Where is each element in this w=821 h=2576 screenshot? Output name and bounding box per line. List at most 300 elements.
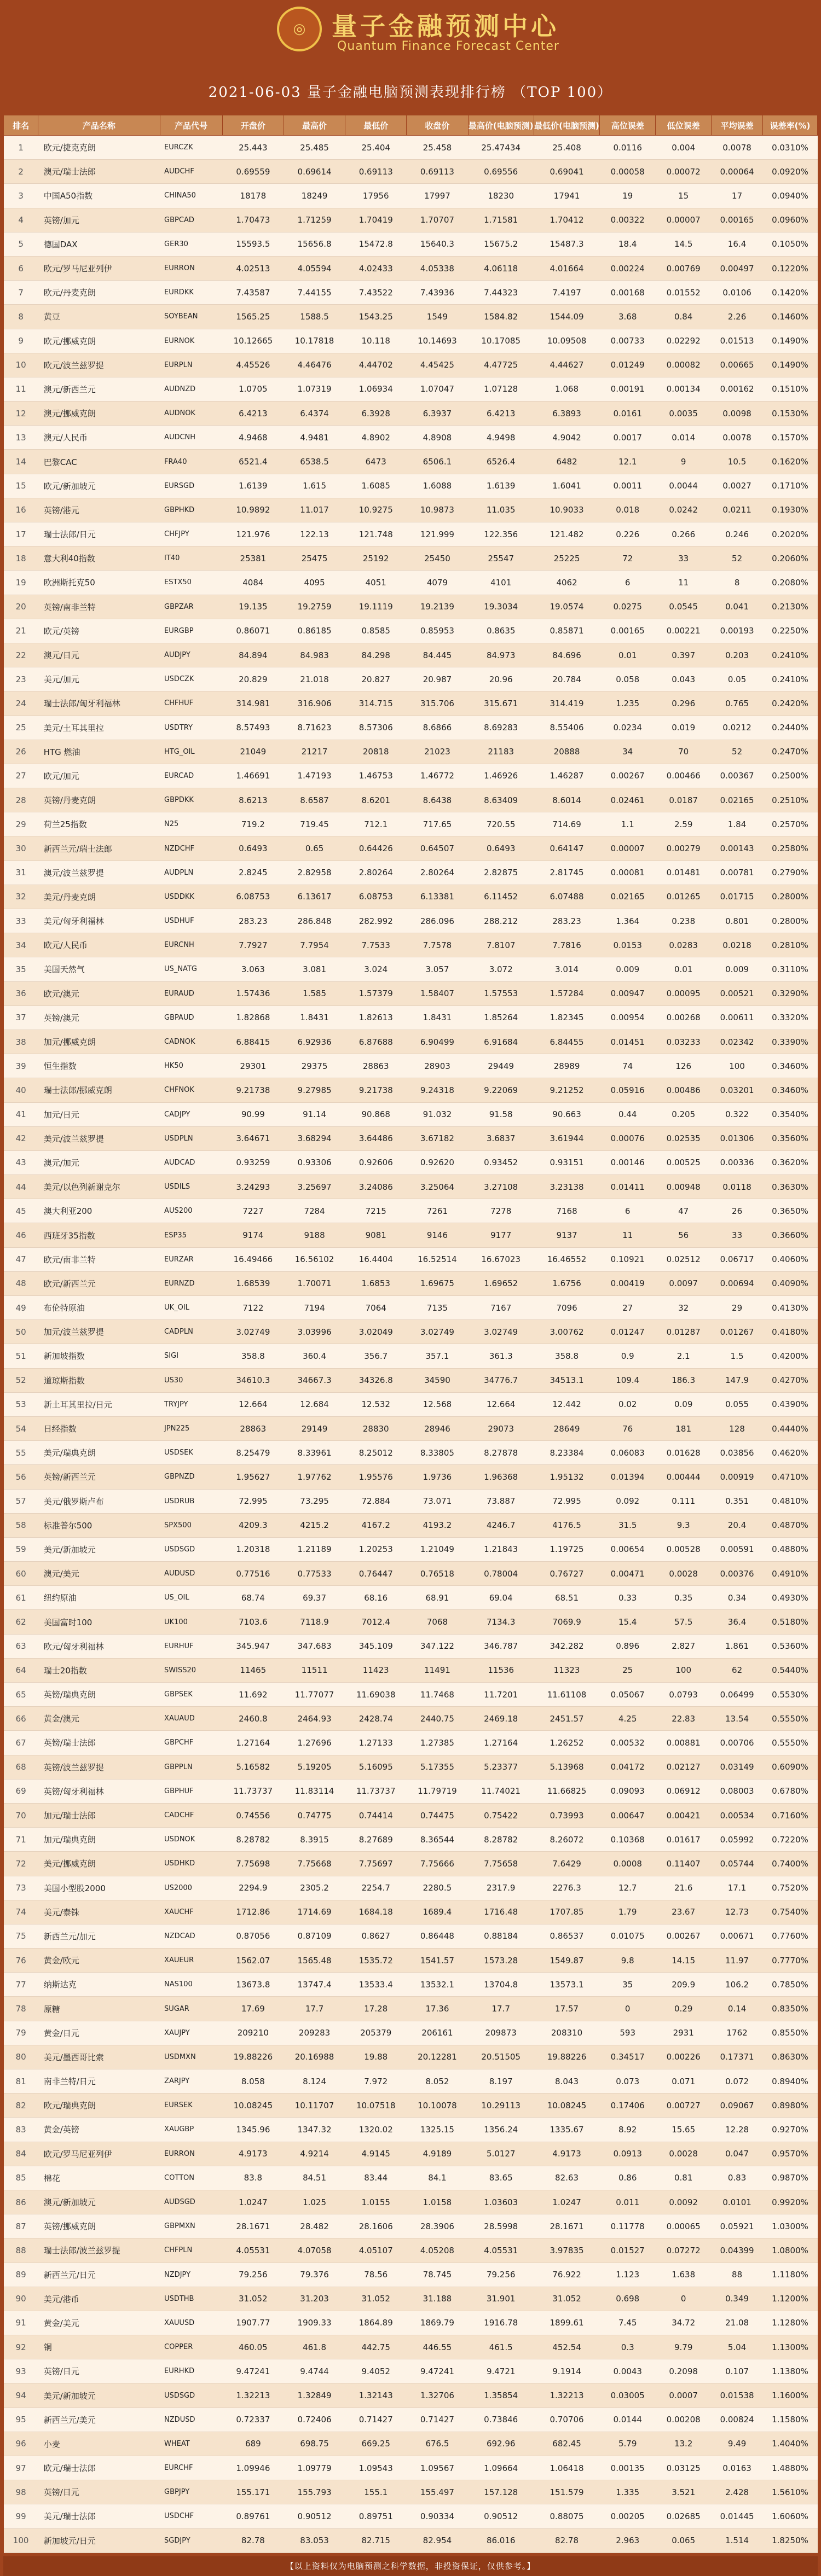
predicted-high-cell: 79.256 (468, 2263, 534, 2287)
product-name-cell: 欧元/匈牙利福林 (38, 1634, 160, 1658)
high-cell: 11.017 (284, 498, 345, 522)
product-code-cell: GBPHKD (160, 498, 222, 522)
low-cell: 1.46753 (345, 764, 407, 788)
high-error-cell: 0.01527 (600, 2238, 656, 2263)
open-cell: 4.9468 (222, 426, 284, 450)
high-cell: 4.9214 (284, 2142, 345, 2166)
close-cell: 1325.15 (407, 2118, 468, 2142)
predicted-low-cell: 8.26072 (534, 1828, 599, 1852)
avg-error-cell: 0.14 (712, 1997, 763, 2021)
predicted-high-cell: 461.5 (468, 2335, 534, 2359)
table-row (4, 885, 818, 909)
high-error-cell: 0.00076 (600, 1126, 656, 1150)
predicted-low-cell: 1.95132 (534, 1465, 599, 1489)
product-code-cell: USDNOK (160, 1828, 222, 1852)
avg-error-cell: 0.349 (712, 2287, 763, 2311)
table-row (4, 305, 818, 329)
predicted-high-cell: 1.21843 (468, 1537, 534, 1561)
rank-cell: 66 (4, 1707, 38, 1731)
open-cell: 2.8245 (222, 860, 284, 885)
column-header: 误差率(%) (763, 115, 818, 136)
product-name-cell: 英镑/澳元 (38, 1005, 160, 1030)
close-cell: 4.45425 (407, 353, 468, 377)
product-name-cell: 新加坡指数 (38, 1344, 160, 1368)
rank-cell: 68 (4, 1755, 38, 1779)
predicted-low-cell: 9137 (534, 1223, 599, 1247)
error-rate-cell: 0.7540% (763, 1900, 818, 1924)
low-cell: 17.28 (345, 1997, 407, 2021)
column-header: 最低价(电脑预测) (534, 115, 599, 136)
low-error-cell: 100 (656, 1658, 712, 1682)
rank-cell: 2 (4, 160, 38, 184)
error-rate-cell: 0.2130% (763, 595, 818, 619)
predicted-high-cell: 8.69283 (468, 716, 534, 740)
high-cell: 3.03996 (284, 1320, 345, 1344)
high-cell: 12.684 (284, 1392, 345, 1416)
predicted-high-cell: 1.57553 (468, 981, 534, 1005)
predicted-low-cell: 1.57284 (534, 981, 599, 1005)
predicted-high-cell: 3.02749 (468, 1320, 534, 1344)
high-cell: 698.75 (284, 2432, 345, 2456)
product-name-cell: 欧元/挪威克朗 (38, 329, 160, 353)
product-name-cell: 加元/瑞士法郎 (38, 1803, 160, 1827)
avg-error-cell: 0.00694 (712, 1271, 763, 1295)
low-error-cell: 0.11407 (656, 1852, 712, 1876)
product-name-cell: 黄金/英镑 (38, 2118, 160, 2142)
product-name-cell: 瑞士法郎/波兰兹罗提 (38, 2238, 160, 2263)
high-cell: 1.585 (284, 981, 345, 1005)
error-rate-cell: 1.1180% (763, 2263, 818, 2287)
high-cell: 4095 (284, 571, 345, 595)
product-code-cell: USDRUB (160, 1489, 222, 1513)
low-cell: 0.76447 (345, 1562, 407, 1586)
close-cell: 1.09567 (407, 2456, 468, 2480)
table-row (4, 909, 818, 933)
close-cell: 11.7468 (407, 1683, 468, 1707)
predicted-high-cell: 1716.48 (468, 1900, 534, 1924)
rank-cell: 20 (4, 595, 38, 619)
predicted-low-cell: 8.6014 (534, 788, 599, 812)
product-name-cell: 美国天然气 (38, 957, 160, 981)
predicted-low-cell: 20.784 (534, 667, 599, 691)
avg-error-cell: 16.4 (712, 232, 763, 256)
product-name-cell: 美元/瑞士法郎 (38, 2504, 160, 2528)
error-rate-cell: 0.3560% (763, 1126, 818, 1150)
error-rate-cell: 0.1420% (763, 281, 818, 305)
open-cell: 209210 (222, 2021, 284, 2045)
high-error-cell: 12.1 (600, 450, 656, 474)
high-cell: 0.74775 (284, 1803, 345, 1827)
high-cell: 21217 (284, 740, 345, 764)
close-cell: 31.188 (407, 2287, 468, 2311)
low-cell: 11423 (345, 1658, 407, 1682)
predicted-low-cell: 314.419 (534, 691, 599, 716)
product-name-cell: 美元/瑞典克朗 (38, 1441, 160, 1465)
product-code-cell: CHFPLN (160, 2238, 222, 2263)
product-name-cell: 美元/新加坡元 (38, 1537, 160, 1561)
close-cell: 84.445 (407, 643, 468, 667)
close-cell: 155.497 (407, 2480, 468, 2504)
error-rate-cell: 0.2250% (763, 619, 818, 643)
rank-cell: 1 (4, 136, 38, 160)
high-error-cell: 0.00135 (600, 2456, 656, 2480)
predicted-high-cell: 11536 (468, 1658, 534, 1682)
table-row (4, 1707, 818, 1731)
avg-error-cell: 0.0098 (712, 402, 763, 426)
open-cell: 1565.25 (222, 305, 284, 329)
rank-cell: 24 (4, 691, 38, 716)
product-name-cell: 西班牙35指数 (38, 1223, 160, 1247)
rank-cell: 12 (4, 402, 38, 426)
low-error-cell: 0.00007 (656, 208, 712, 232)
predicted-low-cell: 1899.61 (534, 2311, 599, 2335)
predicted-high-cell: 29073 (468, 1416, 534, 1440)
open-cell: 3.24293 (222, 1175, 284, 1199)
table-row (4, 1126, 818, 1150)
rank-cell: 16 (4, 498, 38, 522)
product-code-cell: AUDNOK (160, 402, 222, 426)
rank-cell: 47 (4, 1247, 38, 1271)
close-cell: 84.1 (407, 2166, 468, 2190)
predicted-low-cell: 17.57 (534, 1997, 599, 2021)
rank-cell: 34 (4, 933, 38, 957)
table-row (4, 716, 818, 740)
high-cell: 1.47193 (284, 764, 345, 788)
product-name-cell: 英镑/日元 (38, 2359, 160, 2383)
table-row (4, 2142, 818, 2166)
low-error-cell: 0.238 (656, 909, 712, 933)
product-code-cell: NZDCAD (160, 1924, 222, 1948)
rank-cell: 52 (4, 1368, 38, 1392)
high-error-cell: 0.05067 (600, 1683, 656, 1707)
product-code-cell: CHFNOK (160, 1078, 222, 1102)
error-rate-cell: 0.2060% (763, 546, 818, 571)
high-error-cell: 0.00322 (600, 208, 656, 232)
high-error-cell: 0.00954 (600, 1005, 656, 1030)
high-error-cell: 0.09093 (600, 1779, 656, 1803)
high-error-cell: 1.1 (600, 812, 656, 836)
open-cell: 7.43587 (222, 281, 284, 305)
low-cell: 4051 (345, 571, 407, 595)
rank-cell: 28 (4, 788, 38, 812)
rank-cell: 44 (4, 1175, 38, 1199)
predicted-low-cell: 208310 (534, 2021, 599, 2045)
avg-error-cell: 29 (712, 1296, 763, 1320)
predicted-high-cell: 7.8107 (468, 933, 534, 957)
table-row (4, 619, 818, 643)
error-rate-cell: 0.3460% (763, 1078, 818, 1102)
predicted-high-cell: 25547 (468, 546, 534, 571)
close-cell: 0.92620 (407, 1150, 468, 1174)
product-name-cell: 纽约原油 (38, 1586, 160, 1610)
low-cell: 20818 (345, 740, 407, 764)
table-row (4, 1779, 818, 1803)
open-cell: 11.73737 (222, 1779, 284, 1803)
open-cell: 1345.96 (222, 2118, 284, 2142)
high-error-cell: 0.0144 (600, 2408, 656, 2432)
close-cell: 25450 (407, 546, 468, 571)
product-code-cell: GBPAUD (160, 1005, 222, 1030)
predicted-low-cell: 1549.87 (534, 1949, 599, 1973)
high-cell: 16.56102 (284, 1247, 345, 1271)
rank-cell: 80 (4, 2045, 38, 2069)
predicted-low-cell: 3.97835 (534, 2238, 599, 2263)
predicted-high-cell: 122.356 (468, 522, 534, 546)
open-cell: 6.08753 (222, 885, 284, 909)
open-cell: 283.23 (222, 909, 284, 933)
table-row (4, 2311, 818, 2335)
rank-cell: 89 (4, 2263, 38, 2287)
product-code-cell: EURZAR (160, 1247, 222, 1271)
error-rate-cell: 0.7220% (763, 1828, 818, 1852)
avg-error-cell: 0.09067 (712, 2094, 763, 2118)
rank-cell: 57 (4, 1489, 38, 1513)
rank-cell: 3 (4, 184, 38, 208)
open-cell: 21049 (222, 740, 284, 764)
rank-cell: 32 (4, 885, 38, 909)
rank-cell: 33 (4, 909, 38, 933)
avg-error-cell: 0.00534 (712, 1803, 763, 1827)
predicted-high-cell: 10.17085 (468, 329, 534, 353)
predicted-low-cell: 1.6041 (534, 474, 599, 498)
product-name-cell: 标准普尔500 (38, 1513, 160, 1537)
close-cell: 4.8908 (407, 426, 468, 450)
product-code-cell: AUDSGD (160, 2190, 222, 2214)
low-error-cell: 2.827 (656, 1634, 712, 1658)
product-name-cell: 欧元/波兰兹罗提 (38, 353, 160, 377)
product-code-cell: USDMXN (160, 2045, 222, 2069)
product-name-cell: 黄金/美元 (38, 2311, 160, 2335)
high-cell: 6.92936 (284, 1030, 345, 1054)
product-name-cell: 欧元/瑞典克朗 (38, 2094, 160, 2118)
error-rate-cell: 0.7400% (763, 1852, 818, 1876)
product-name-cell: 布伦特原油 (38, 1296, 160, 1320)
predicted-high-cell: 4.06118 (468, 256, 534, 280)
table-row (4, 2069, 818, 2094)
low-cell: 205379 (345, 2021, 407, 2045)
product-name-cell: 美元/以色列新谢克尔 (38, 1175, 160, 1199)
close-cell: 676.5 (407, 2432, 468, 2456)
table-row (4, 281, 818, 305)
low-error-cell: 34.72 (656, 2311, 712, 2335)
low-cell: 10.9275 (345, 498, 407, 522)
low-error-cell: 0.00421 (656, 1803, 712, 1827)
high-cell: 1.70071 (284, 1271, 345, 1295)
product-name-cell: 瑞士20指数 (38, 1658, 160, 1682)
close-cell: 1.8431 (407, 1005, 468, 1030)
low-error-cell: 0.00065 (656, 2214, 712, 2238)
low-error-cell: 0.00727 (656, 2094, 712, 2118)
predicted-low-cell: 6.07488 (534, 885, 599, 909)
low-cell: 25192 (345, 546, 407, 571)
high-error-cell: 0.009 (600, 957, 656, 981)
predicted-high-cell: 6.91684 (468, 1030, 534, 1054)
low-error-cell: 14.5 (656, 232, 712, 256)
low-error-cell: 0.00528 (656, 1537, 712, 1561)
high-cell: 4.46476 (284, 353, 345, 377)
rank-cell: 99 (4, 2504, 38, 2528)
product-name-cell: 新西兰元/加元 (38, 1924, 160, 1948)
predicted-low-cell: 4.01664 (534, 256, 599, 280)
table-row (4, 329, 818, 353)
predicted-high-cell: 6.4213 (468, 402, 534, 426)
low-error-cell: 2.1 (656, 1344, 712, 1368)
table-row (4, 691, 818, 716)
close-cell: 9146 (407, 1223, 468, 1247)
error-rate-cell: 1.4880% (763, 2456, 818, 2480)
high-error-cell: 15.4 (600, 1610, 656, 1634)
close-cell: 4.9189 (407, 2142, 468, 2166)
predicted-low-cell: 1.26252 (534, 1731, 599, 1755)
avg-error-cell: 128 (712, 1416, 763, 1440)
predicted-high-cell: 18230 (468, 184, 534, 208)
close-cell: 20.987 (407, 667, 468, 691)
open-cell: 90.99 (222, 1102, 284, 1126)
open-cell: 121.976 (222, 522, 284, 546)
product-code-cell: CHFHUF (160, 691, 222, 716)
product-code-cell: GBPJPY (160, 2480, 222, 2504)
avg-error-cell: 0.01538 (712, 2383, 763, 2408)
open-cell: 1.20318 (222, 1537, 284, 1561)
low-cell: 4.9145 (345, 2142, 407, 2166)
high-error-cell: 593 (600, 2021, 656, 2045)
rank-cell: 54 (4, 1416, 38, 1440)
predicted-low-cell: 19.0574 (534, 595, 599, 619)
high-error-cell: 0.01249 (600, 353, 656, 377)
rank-cell: 41 (4, 1102, 38, 1126)
open-cell: 1.46691 (222, 764, 284, 788)
low-error-cell: 0.02292 (656, 329, 712, 353)
open-cell: 0.86071 (222, 619, 284, 643)
column-header: 最高价(电脑预测) (468, 115, 534, 136)
predicted-high-cell: 1.6139 (468, 474, 534, 498)
close-cell: 206161 (407, 2021, 468, 2045)
close-cell: 8.33805 (407, 1441, 468, 1465)
close-cell: 3.02749 (407, 1320, 468, 1344)
low-error-cell: 0 (656, 2287, 712, 2311)
error-rate-cell: 0.7770% (763, 1949, 818, 1973)
product-code-cell: XAUUSD (160, 2311, 222, 2335)
low-error-cell: 0.0242 (656, 498, 712, 522)
open-cell: 7.7927 (222, 933, 284, 957)
low-error-cell: 0.065 (656, 2528, 712, 2552)
predicted-low-cell: 6.84455 (534, 1030, 599, 1054)
avg-error-cell: 1.514 (712, 2528, 763, 2552)
open-cell: 0.72337 (222, 2408, 284, 2432)
open-cell: 4.02513 (222, 256, 284, 280)
predicted-high-cell: 1.71581 (468, 208, 534, 232)
high-cell: 9.4744 (284, 2359, 345, 2383)
open-cell: 10.9892 (222, 498, 284, 522)
high-cell: 18249 (284, 184, 345, 208)
avg-error-cell: 0.00521 (712, 981, 763, 1005)
close-cell: 4.05338 (407, 256, 468, 280)
low-error-cell: 0.03125 (656, 2456, 712, 2480)
product-name-cell: 美元/加元 (38, 667, 160, 691)
high-cell: 8.71623 (284, 716, 345, 740)
rank-cell: 46 (4, 1223, 38, 1247)
low-error-cell: 0.00466 (656, 764, 712, 788)
table-row (4, 1803, 818, 1827)
high-error-cell: 1.123 (600, 2263, 656, 2287)
high-error-cell: 25 (600, 1658, 656, 1682)
avg-error-cell: 106.2 (712, 1973, 763, 1997)
low-cell: 8.6201 (345, 788, 407, 812)
product-name-cell: 美元/波兰兹罗提 (38, 1126, 160, 1150)
high-error-cell: 0.00733 (600, 329, 656, 353)
open-cell: 20.829 (222, 667, 284, 691)
high-cell: 10.11707 (284, 2094, 345, 2118)
high-error-cell: 0.01 (600, 643, 656, 667)
predicted-high-cell: 1.96368 (468, 1465, 534, 1489)
predicted-low-cell: 10.9033 (534, 498, 599, 522)
close-cell: 1.70707 (407, 208, 468, 232)
open-cell: 9.47241 (222, 2359, 284, 2383)
product-code-cell: XAUCHF (160, 1900, 222, 1924)
product-name-cell: 英镑/加元 (38, 208, 160, 232)
table-row (4, 353, 818, 377)
error-rate-cell: 0.0310% (763, 136, 818, 160)
table-row (4, 1102, 818, 1126)
predicted-high-cell: 9.4721 (468, 2359, 534, 2383)
predicted-high-cell: 2469.18 (468, 1707, 534, 1731)
product-name-cell: 新加坡元/日元 (38, 2528, 160, 2552)
error-rate-cell: 0.2020% (763, 522, 818, 546)
predicted-high-cell: 11.035 (468, 498, 534, 522)
low-cell: 11.69038 (345, 1683, 407, 1707)
open-cell: 6.88415 (222, 1030, 284, 1054)
product-name-cell: 荷兰25指数 (38, 812, 160, 836)
open-cell: 17.69 (222, 1997, 284, 2021)
avg-error-cell: 0.06717 (712, 1247, 763, 1271)
close-cell: 11491 (407, 1658, 468, 1682)
low-cell: 1.6085 (345, 474, 407, 498)
table-row (4, 1610, 818, 1634)
high-error-cell: 0 (600, 1997, 656, 2021)
error-rate-cell: 0.2790% (763, 860, 818, 885)
high-error-cell: 3.68 (600, 305, 656, 329)
low-error-cell: 0.296 (656, 691, 712, 716)
open-cell: 28.1671 (222, 2214, 284, 2238)
low-cell: 1684.18 (345, 1900, 407, 1924)
predicted-high-cell: 3.6837 (468, 1126, 534, 1150)
product-name-cell: 新土耳其里拉/日元 (38, 1392, 160, 1416)
rank-cell: 62 (4, 1610, 38, 1634)
predicted-low-cell: 6482 (534, 450, 599, 474)
predicted-high-cell: 0.75422 (468, 1803, 534, 1827)
avg-error-cell: 26 (712, 1199, 763, 1223)
close-cell: 3.67182 (407, 1126, 468, 1150)
rank-cell: 84 (4, 2142, 38, 2166)
error-rate-cell: 1.5610% (763, 2480, 818, 2504)
low-cell: 0.8627 (345, 1924, 407, 1948)
product-code-cell: GBPMXN (160, 2214, 222, 2238)
close-cell: 28946 (407, 1416, 468, 1440)
predicted-high-cell: 1.07128 (468, 377, 534, 401)
low-error-cell: 0.84 (656, 305, 712, 329)
close-cell: 73.071 (407, 1489, 468, 1513)
predicted-low-cell: 3.00762 (534, 1320, 599, 1344)
predicted-low-cell: 1.82345 (534, 1005, 599, 1030)
rank-cell: 95 (4, 2408, 38, 2432)
high-cell: 7284 (284, 1199, 345, 1223)
product-code-cell: GBPNZD (160, 1465, 222, 1489)
close-cell: 8.6866 (407, 716, 468, 740)
low-error-cell: 0.00134 (656, 377, 712, 401)
high-error-cell: 0.02 (600, 1392, 656, 1416)
high-cell: 360.4 (284, 1344, 345, 1368)
rank-cell: 42 (4, 1126, 38, 1150)
